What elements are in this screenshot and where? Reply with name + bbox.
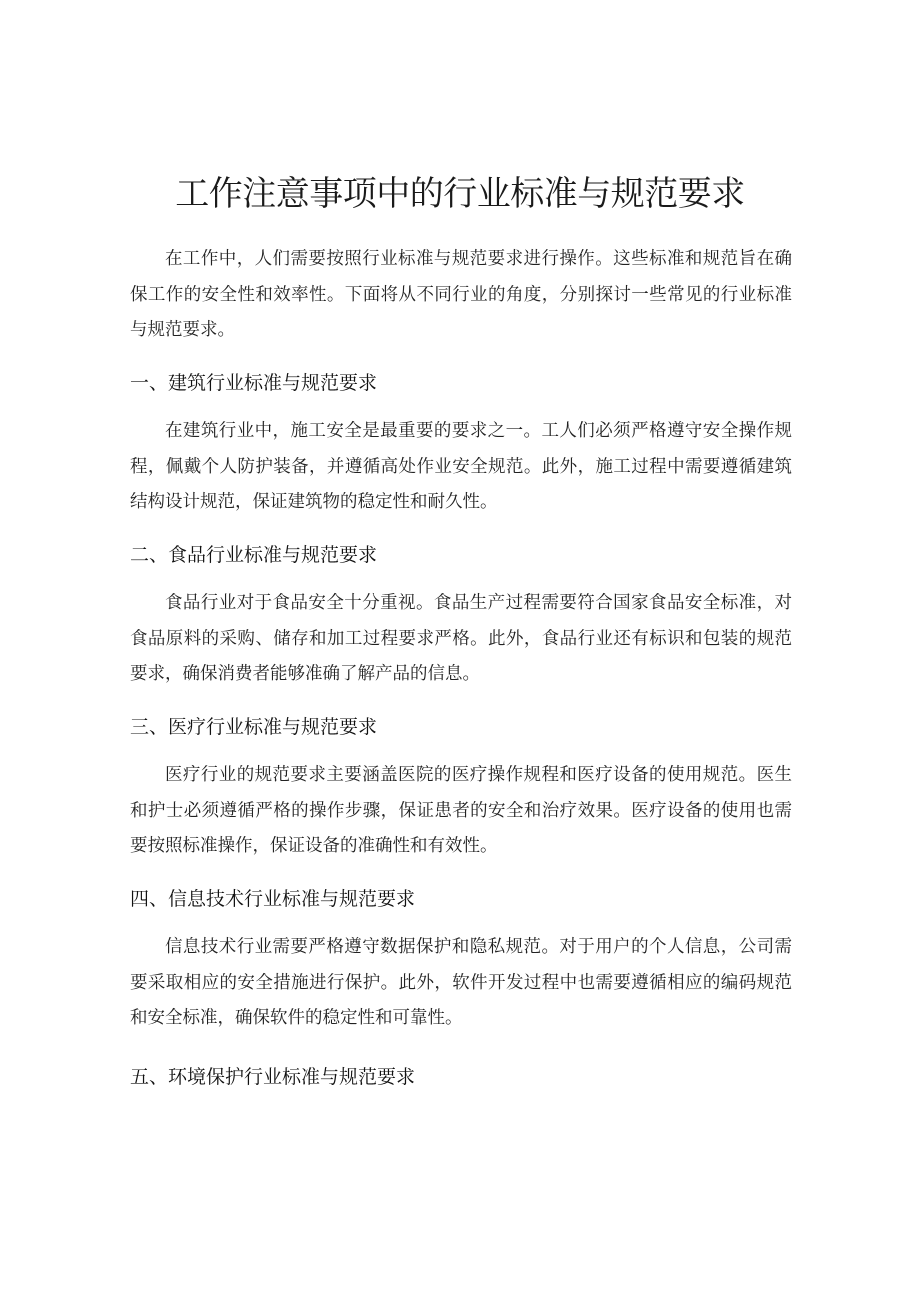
section-heading-environment: 五、环境保护行业标准与规范要求 xyxy=(130,1066,416,1088)
intro-paragraph: 在工作中，人们需要按照行业标准与规范要求进行操作。这些标准和规范旨在确保工作的安全性和效率性。下面将从不同行业的角度，分别探讨一些常见的行业标准与规范要求。 xyxy=(130,249,792,340)
section-heading-medical: 三、医疗行业标准与规范要求 xyxy=(130,716,378,738)
section-heading-food: 二、食品行业标准与规范要求 xyxy=(130,544,378,566)
section-heading-construction: 一、建筑行业标准与规范要求 xyxy=(130,372,378,394)
section-body-construction: 在建筑行业中，施工安全是最重要的要求之一。工人们必须严格遵守安全操作规程，佩戴个人防护装备，并遵循高处作业安全规范。此外，施工过程中需要遵循建筑结构设计规范，保证建筑物的稳定性和耐久性。 xyxy=(130,421,792,512)
section-heading-it: 四、信息技术行业标准与规范要求 xyxy=(130,888,416,910)
section-body-it: 信息技术行业需要严格遵守数据保护和隐私规范。对于用户的个人信息，公司需要采取相应的安全措施进行保护。此外，软件开发过程中也需要遵循相应的编码规范和安全标准，确保软件的稳定性和可靠性。 xyxy=(130,937,792,1028)
document-title: 工作注意事项中的行业标准与规范要求 xyxy=(175,174,745,214)
section-body-medical: 医疗行业的规范要求主要涵盖医院的医疗操作规程和医疗设备的使用规范。医生和护士必须遵循严格的操作步骤，保证患者的安全和治疗效果。医疗设备的使用也需要按照标准操作，保证设备的准确性和有效性。 xyxy=(130,765,792,856)
section-body-food: 食品行业对于食品安全十分重视。食品生产过程需要符合国家食品安全标准，对食品原料的采购、储存和加工过程要求严格。此外，食品行业还有标识和包装的规范要求，确保消费者能够准确了解产品的信息。 xyxy=(130,593,792,684)
